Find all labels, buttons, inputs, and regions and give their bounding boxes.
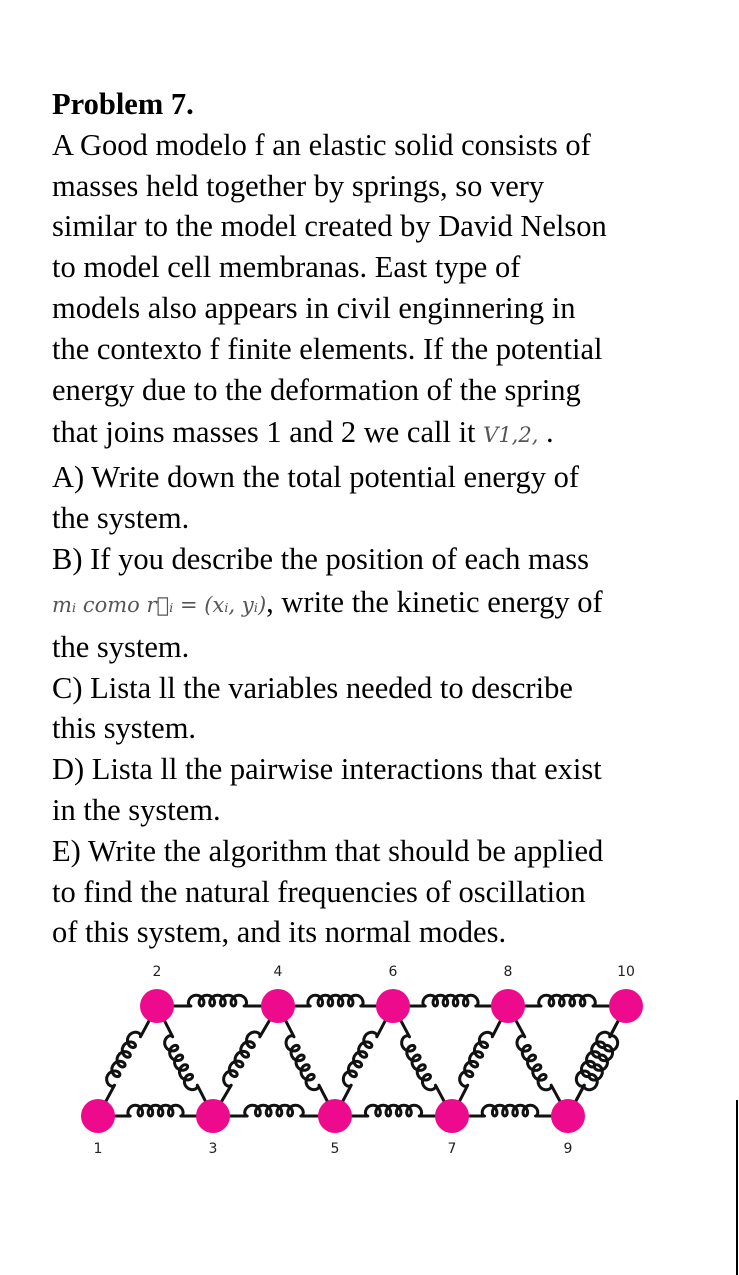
v-line-suffix: . xyxy=(538,415,554,450)
masses xyxy=(81,989,643,1133)
text-line: the contexto f finite elements. If the potential xyxy=(52,331,603,366)
mass-node xyxy=(435,1099,469,1133)
spring xyxy=(335,1105,452,1116)
mass-node xyxy=(318,1099,352,1133)
part-c-line: this system. xyxy=(52,711,197,746)
part-e-line: E) Write the algorithm that should be applied xyxy=(52,833,604,868)
mass-label: 4 xyxy=(273,964,283,980)
part-c-line: C) Lista ll the variables needed to describe xyxy=(52,670,573,705)
v-line-prefix: that joins masses 1 and 2 we call it xyxy=(52,415,484,450)
springs xyxy=(98,995,626,1116)
text-line: similar to the model created by David Nelson xyxy=(52,209,607,244)
mass-node xyxy=(376,989,410,1023)
text-line: masses held together by springs, so very xyxy=(52,168,545,203)
text-line: energy due to the deformation of the spring xyxy=(52,372,581,407)
mass-node xyxy=(609,989,643,1023)
spring xyxy=(335,1006,393,1116)
spring xyxy=(508,995,626,1006)
spring xyxy=(508,1006,568,1116)
spring xyxy=(98,1006,157,1116)
mass-node xyxy=(81,1099,115,1133)
mass-node xyxy=(491,989,525,1023)
position-formula: mᵢ como r⃗ᵢ = (xᵢ, yᵢ) xyxy=(52,592,267,617)
spring xyxy=(278,995,393,1006)
mass-label: 8 xyxy=(503,964,513,980)
spring xyxy=(393,1006,452,1116)
mass-label: 5 xyxy=(330,1141,340,1157)
part-a-line: the system. xyxy=(52,501,190,536)
spring xyxy=(278,1006,335,1116)
spring xyxy=(98,1105,213,1116)
spring xyxy=(157,995,278,1006)
part-d-line: in the system. xyxy=(52,792,221,827)
spring xyxy=(393,995,508,1006)
part-b-line: the system. xyxy=(52,629,190,664)
mass-label: 6 xyxy=(388,964,398,980)
mass-label: 2 xyxy=(152,964,162,980)
mass-label: 3 xyxy=(208,1141,218,1157)
v-line xyxy=(52,410,732,457)
mass-label: 10 xyxy=(617,964,635,980)
part-b-math-line xyxy=(52,580,732,627)
mass-node xyxy=(261,989,295,1023)
spring xyxy=(452,1105,568,1116)
text-line: to model cell membranas. East type of xyxy=(52,250,521,285)
problem-title: Problem 7. xyxy=(52,87,194,121)
part-b-rest: , write the kinetic energy of xyxy=(266,584,603,619)
mass-node xyxy=(551,1099,585,1133)
spring xyxy=(452,1006,508,1116)
mass-node xyxy=(196,1099,230,1133)
text-line: A Good modelo f an elastic solid consists of xyxy=(52,127,591,162)
part-e-line: to find the natural frequencies of oscillation xyxy=(52,874,586,909)
part-a-line: A) Write down the total potential energy of xyxy=(52,460,580,495)
part-b-line: B) If you describe the position of each mass xyxy=(52,541,589,576)
spring xyxy=(213,1006,278,1116)
mass-node xyxy=(140,989,174,1023)
spring xyxy=(157,1006,213,1116)
part-e-line: of this system, and its normal modes. xyxy=(52,915,507,950)
v-symbol: V1,2, xyxy=(483,423,539,448)
part-d-line: D) Lista ll the pairwise interactions that exist xyxy=(52,752,602,787)
spring xyxy=(568,1006,626,1116)
problem-text xyxy=(52,84,732,953)
text-line: models also appears in civil enginnering in xyxy=(52,290,576,325)
mass-label: 9 xyxy=(563,1141,573,1157)
mass-label: 7 xyxy=(447,1141,457,1157)
mass-label: 1 xyxy=(93,1141,103,1157)
spring xyxy=(213,1105,335,1116)
mass-spring-diagram xyxy=(60,950,660,1165)
edge-line xyxy=(736,1100,738,1275)
